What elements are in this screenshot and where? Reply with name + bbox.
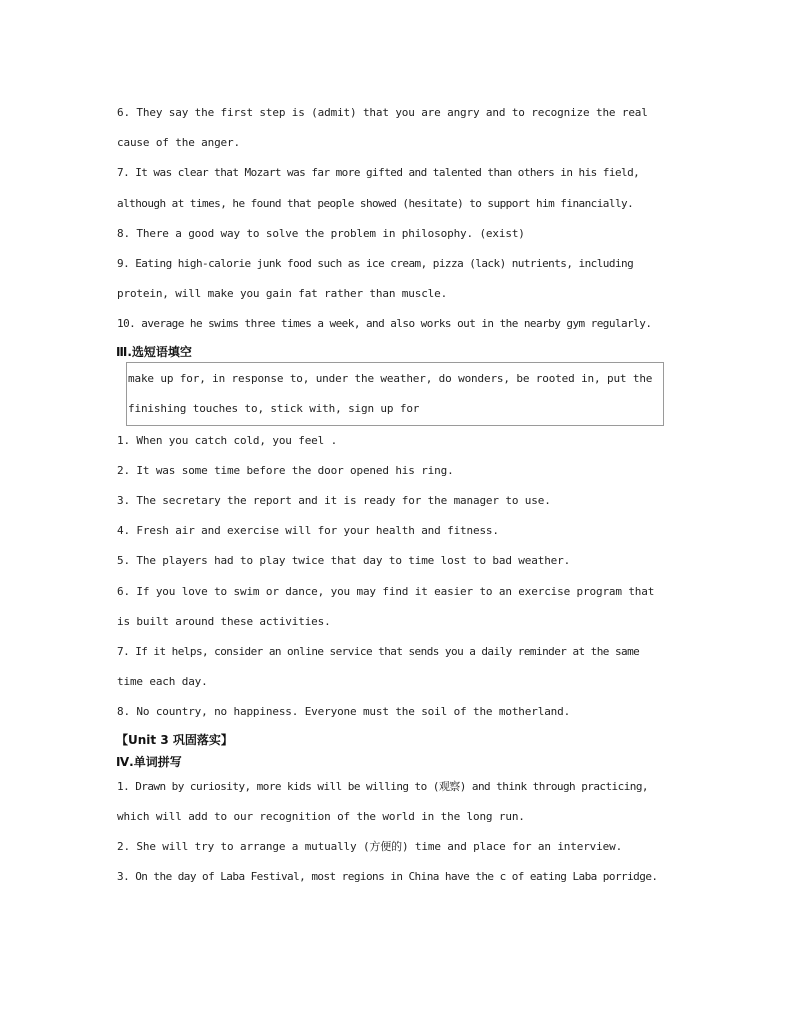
phrase-word-box [126, 362, 664, 426]
question-line: 2. She will try to arrange a mutually (方便的) time and place for an interview. [117, 840, 623, 854]
question-line: is built around these activities. [117, 614, 331, 628]
question-line: 10. average he swims three times a week, and also works out in the nearby gym regularly. [117, 317, 652, 331]
question-line: 3. The secretary the report and it is ready for the manager to use. [117, 494, 551, 508]
question-line: protein, will make you gain fat rather than muscle. [117, 287, 448, 301]
question-line: 4. Fresh air and exercise will for your health and fitness. [117, 524, 499, 538]
question-line: although at times, he found that people showed (hesitate) to support him financially. [117, 196, 634, 210]
section-heading-spelling: Ⅳ.单词拼写 [116, 754, 182, 769]
word-box-line: finishing touches to, stick with, sign up for [128, 402, 420, 416]
document-content [117, 98, 677, 892]
question-line: 8. There a good way to solve the problem in philosophy. (exist) [117, 226, 525, 240]
spelling-questions [117, 772, 677, 893]
question-line: 7. It was clear that Mozart was far more gifted and talented than others in his field, [117, 166, 640, 180]
question-line: 8. No country, no happiness. Everyone must the soil of the motherland. [117, 705, 571, 719]
question-line: 6. If you love to swim or dance, you may find it easier to an exercise program that [117, 584, 655, 598]
exercise-section-2 [117, 98, 677, 340]
word-box-line: make up for, in response to, under the weather, do wonders, be rooted in, put the [128, 371, 653, 385]
section-heading-phrases: Ⅲ.选短语填空 [116, 344, 192, 359]
question-line: 3. On the day of Laba Festival, most regions in China have the c of eating Laba porridge. [117, 870, 658, 884]
question-line: 2. It was some time before the door opened his ring. [117, 463, 454, 477]
question-line: 1. When you catch cold, you feel . [117, 433, 338, 447]
question-line: which will add to our recognition of the world in the long run. [117, 809, 525, 823]
question-line: time each day. [117, 675, 208, 689]
question-line: 9. Eating high-calorie junk food such as ice cream, pizza (lack) nutrients, including [117, 257, 634, 271]
question-line: 6. They say the first step is (admit) that you are angry and to recognize the real [117, 106, 648, 119]
phrase-questions [117, 426, 677, 728]
question-line: 5. The players had to play twice that day to time lost to bad weather. [117, 554, 571, 568]
unit-heading: 【Unit 3 巩固落实】 [116, 732, 233, 747]
question-line: cause of the anger. [117, 136, 240, 150]
question-line: 1. Drawn by curiosity, more kids will be willing to (观察) and think through practicing, [117, 779, 648, 793]
question-line: 7. If it helps, consider an online service that sends you a daily reminder at the same [117, 645, 640, 659]
